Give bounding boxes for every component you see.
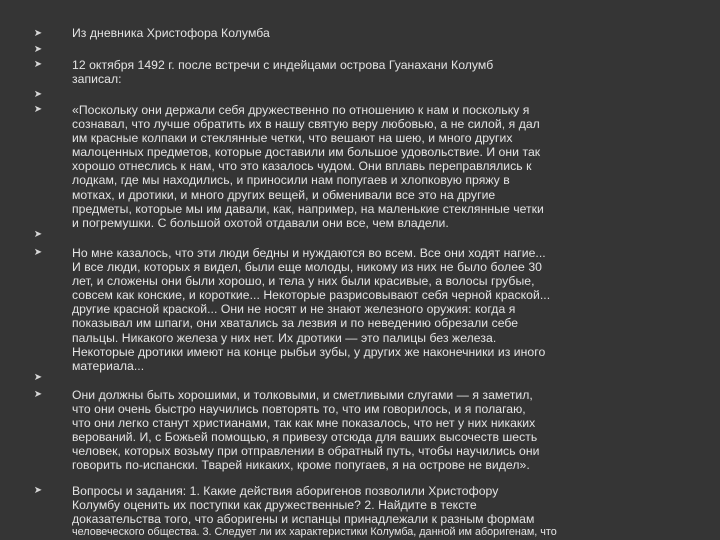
bullet-line-empty-1 (0, 44, 720, 58)
chevron-bullet-icon: ➤ (33, 28, 43, 39)
chevron-bullet-icon: ➤ (33, 247, 43, 258)
paragraph-quote-3: Они должны быть хорошими, и толковыми, и сметливыми слугами — я заметил, что они очень быстро научились повторять то, что им говорилось, и я полагаю, что они легко станут христианами, так как мне показалось, что нет у них никаких верований. И, с Божьей помощью, я привезу отсюда для ваших высочеств шесть человек, которых возьму при отправлении в обратный путь, чтобы научились они говорить по-испански. Тварей никаких, кроме попугаев, я на острове не видел». (72, 388, 540, 473)
chevron-bullet-icon: ➤ (33, 229, 43, 240)
paragraph-date: 12 октября 1492 г. после встречи с индейцами острова Гуанахани Колумб записал: (72, 58, 494, 87)
bullet-line-quote-3 (0, 388, 720, 474)
chevron-bullet-icon: ➤ (33, 89, 43, 100)
bullet-line-questions (0, 484, 720, 526)
paragraph-questions-continuation: человеческого общества. 3. Следует ли их характеристики Колумба, данной им аборигенам, что (72, 526, 557, 538)
paragraph-questions: Вопросы и задания: 1. Какие действия аборигенов позволили Христофору Колумбу оценить их поступки как дружественные? 2. Найдите в тексте доказательства того, что аборигены и испанцы принадлежали к разным формам (72, 484, 535, 527)
bullet-line-empty-4 (0, 372, 720, 386)
chevron-bullet-icon: ➤ (33, 389, 43, 400)
bullet-line-empty-3 (0, 229, 720, 243)
paragraph-title: Из дневника Христофора Колумба (72, 26, 270, 40)
paragraph-quote-1: «Поскольку они держали себя дружественно по отношению к нам и поскольку я сознавал, что лучше обратить их в нашу святую веру любовью, а не силой, я дал им красные колпаки и стеклянные четки, что вешают на шею, и много других малоценных предметов, которые доставили им большое удовольствие. И они так хорошо отнеслись к нам, что это казалось чудом. Они вплавь переправлялись к лодкам, где мы находились, и приносили нам попугаев и хлопковую пряжу в мотках, и дротики, и много других вещей, и обменивали все это на другие предметы, которые мы им давали, как, например, на маленькие стеклянные четки и погремушки. С большой охотой отдавали они все, чем владели. (72, 103, 544, 230)
chevron-bullet-icon: ➤ (33, 485, 43, 496)
bullet-line-title (0, 26, 720, 44)
bullet-line-date (0, 58, 720, 88)
bullet-line-quote-2 (0, 246, 720, 371)
chevron-bullet-icon: ➤ (33, 59, 43, 70)
paragraph-quote-2: Но мне казалось, что эти люди бедны и нуждаются во всем. Все они ходят нагие... И все люди, которых я видел, были еще молоды, никому из них не было более 30 лет, и сложены они были хорошо, и тела у них были красивые, а волосы грубые, совсем как конские, и короткие... Некоторые разрисовывают себя черной краской... другие красной краской... Они не носят и не знают железного оружия: когда я показывал им шпаги, они хватались за лезвия и по неведению обрезали себе пальцы. Никакого железа у них нет. Их дротики — это палицы без железа. Некоторые дротики имеют на конце рыбьи зубы, у других же наконечники из иного материала... (72, 246, 551, 373)
chevron-bullet-icon: ➤ (33, 44, 43, 55)
chevron-bullet-icon: ➤ (33, 104, 43, 115)
bullet-line-quote-1 (0, 103, 720, 229)
chevron-bullet-icon: ➤ (33, 372, 43, 383)
bullet-line-empty-2 (0, 89, 720, 103)
